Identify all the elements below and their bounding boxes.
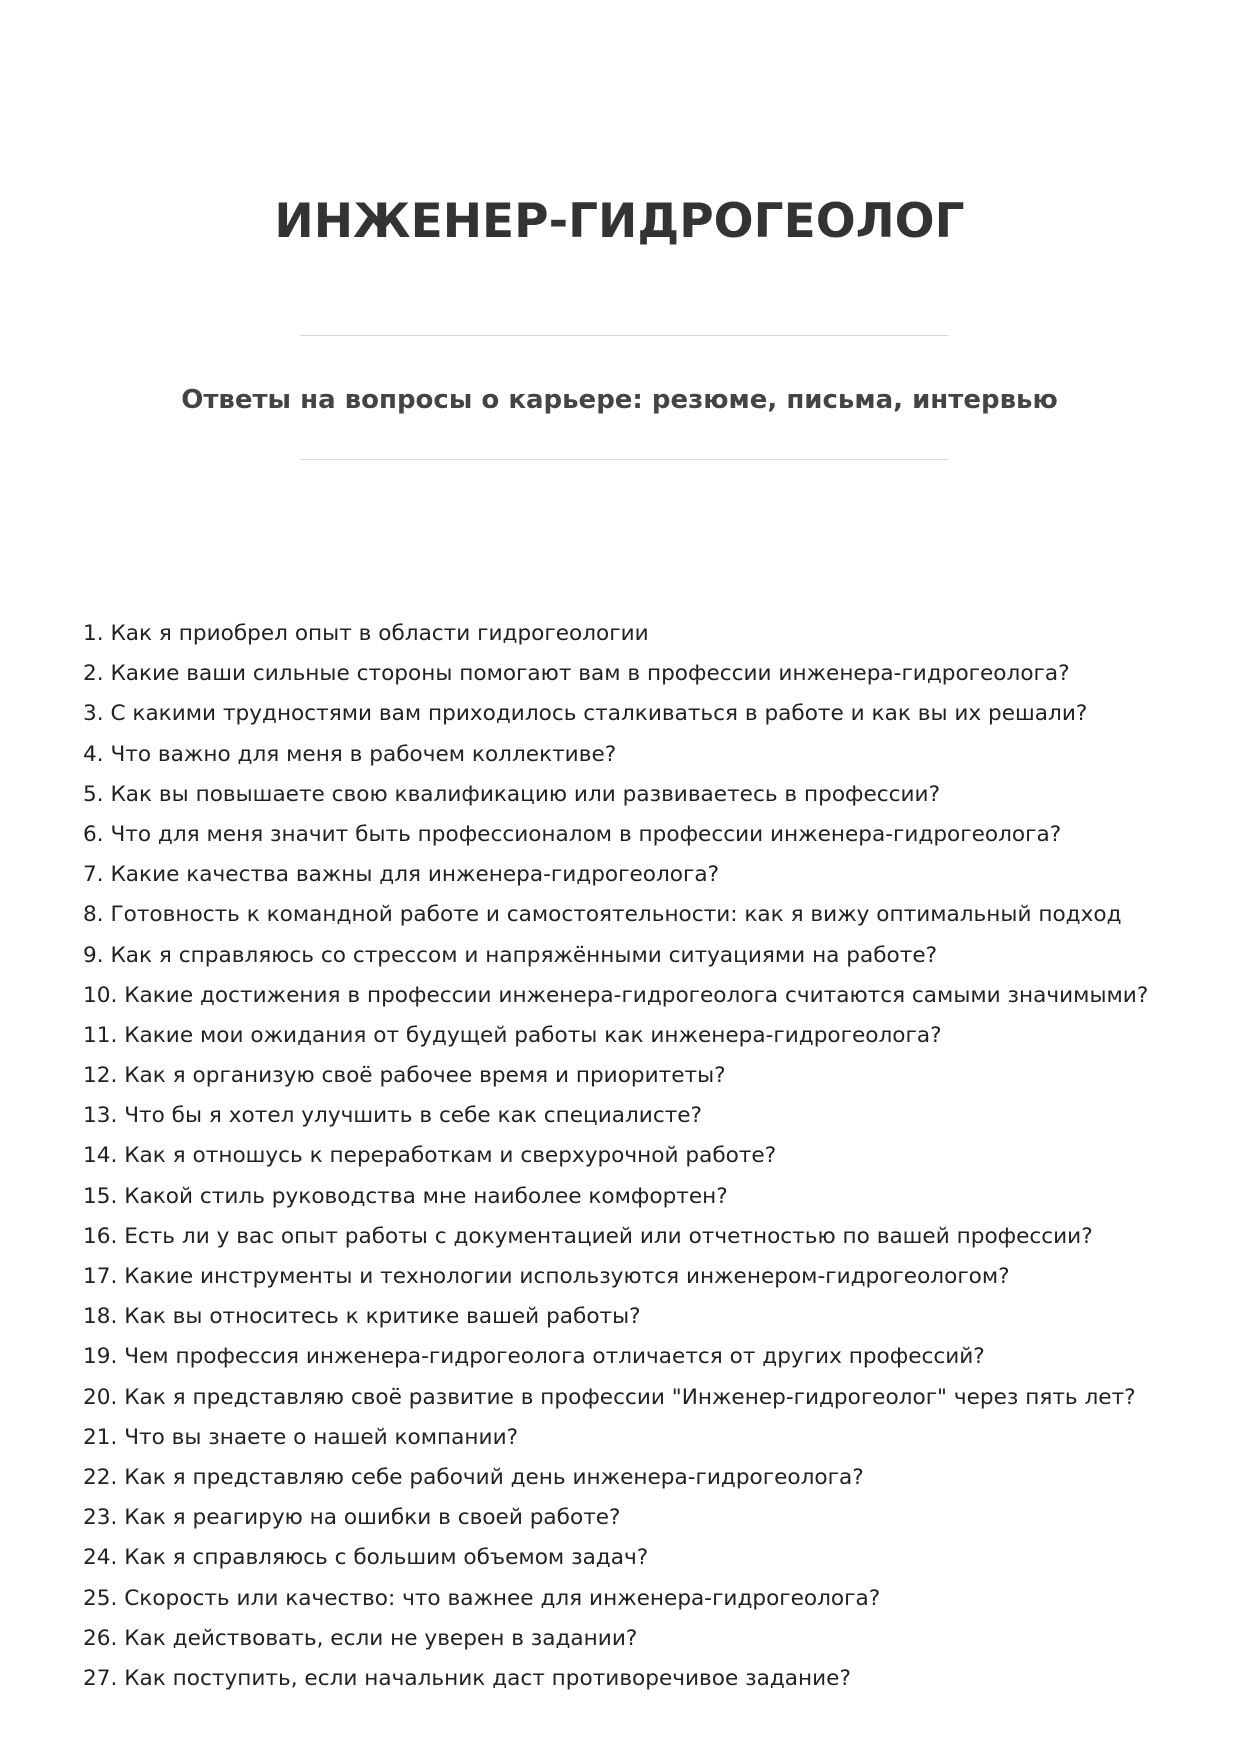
question-item: 11. Какие мои ожидания от будущей работы как инженера-гидрогеолога?	[83, 1022, 942, 1048]
question-item: 17. Какие инструменты и технологии используются инженером-гидрогеологом?	[83, 1264, 1010, 1289]
question-item: 27. Как поступить, если начальник даст противоречивое задание?	[83, 1665, 851, 1691]
question-item: 21. Что вы знаете о нашей компании?	[83, 1424, 519, 1450]
question-item: 4. Что важно для меня в рабочем коллективе?	[83, 741, 617, 767]
question-item: 24. Как я справляюсь с большим объемом задач?	[83, 1545, 649, 1571]
question-item: 20. Как я представляю своё развитие в профессии "Инженер-гидрогеолог" через пять лет?	[83, 1384, 1136, 1410]
question-item: 25. Скорость или качество: что важнее для инженера-гидрогеолога?	[83, 1585, 881, 1611]
question-list	[83, 614, 1213, 1699]
question-item: 12. Как я организую своё рабочее время и приоритеты?	[83, 1063, 726, 1089]
question-item: 5. Как вы повышаете свою квалификацию или развиваетесь в профессии?	[83, 781, 941, 807]
question-item: 22. Как я представляю себе рабочий день инженера-гидрогеолога?	[83, 1464, 864, 1490]
question-item: 13. Что бы я хотел улучшить в себе как специалисте?	[83, 1103, 703, 1129]
question-item: 15. Какой стиль руководства мне наиболее комфортен?	[83, 1183, 728, 1209]
question-item: 18. Как вы относитесь к критике вашей работы?	[83, 1304, 641, 1330]
question-item: 10. Какие достижения в профессии инженера-гидрогеолога считаются самыми значимыми?	[83, 982, 1149, 1008]
question-item: 14. Как я отношусь к переработкам и сверхурочной работе?	[83, 1143, 777, 1169]
page-title: ИНЖЕНЕР-ГИДРОГЕОЛОГ	[274, 194, 965, 249]
question-item: 7. Какие качества важны для инженера-гидрогеолога?	[83, 862, 720, 888]
question-item: 26. Как действовать, если не уверен в задании?	[83, 1625, 638, 1651]
question-item: 6. Что для меня значит быть профессионалом в профессии инженера-гидрогеолога?	[83, 821, 1062, 847]
question-item: 8. Готовность к командной работе и самостоятельности: как я вижу оптимальный подход	[83, 902, 1122, 928]
question-item: 23. Как я реагирую на ошибки в своей работе?	[83, 1505, 621, 1531]
question-item: 16. Есть ли у вас опыт работы с документацией или отчетностью по вашей профессии?	[83, 1223, 1093, 1249]
question-item: 2. Какие ваши сильные стороны помогают вам в профессии инженера-гидрогеолога?	[83, 661, 1070, 687]
divider-top	[300, 335, 949, 336]
question-item: 9. Как я справляюсь со стрессом и напряжёнными ситуациями на работе?	[83, 942, 938, 968]
question-item: 1. Как я приобрел опыт в области гидрогеологии	[83, 621, 649, 646]
divider-bottom	[300, 459, 949, 460]
page-subtitle: Ответы на вопросы о карьере: резюме, письма, интервью	[181, 385, 1058, 415]
question-item: 19. Чем профессия инженера-гидрогеолога отличается от других профессий?	[83, 1344, 985, 1370]
question-item: 3. С какими трудностями вам приходилось сталкиваться в работе и как вы их решали?	[83, 701, 1088, 727]
